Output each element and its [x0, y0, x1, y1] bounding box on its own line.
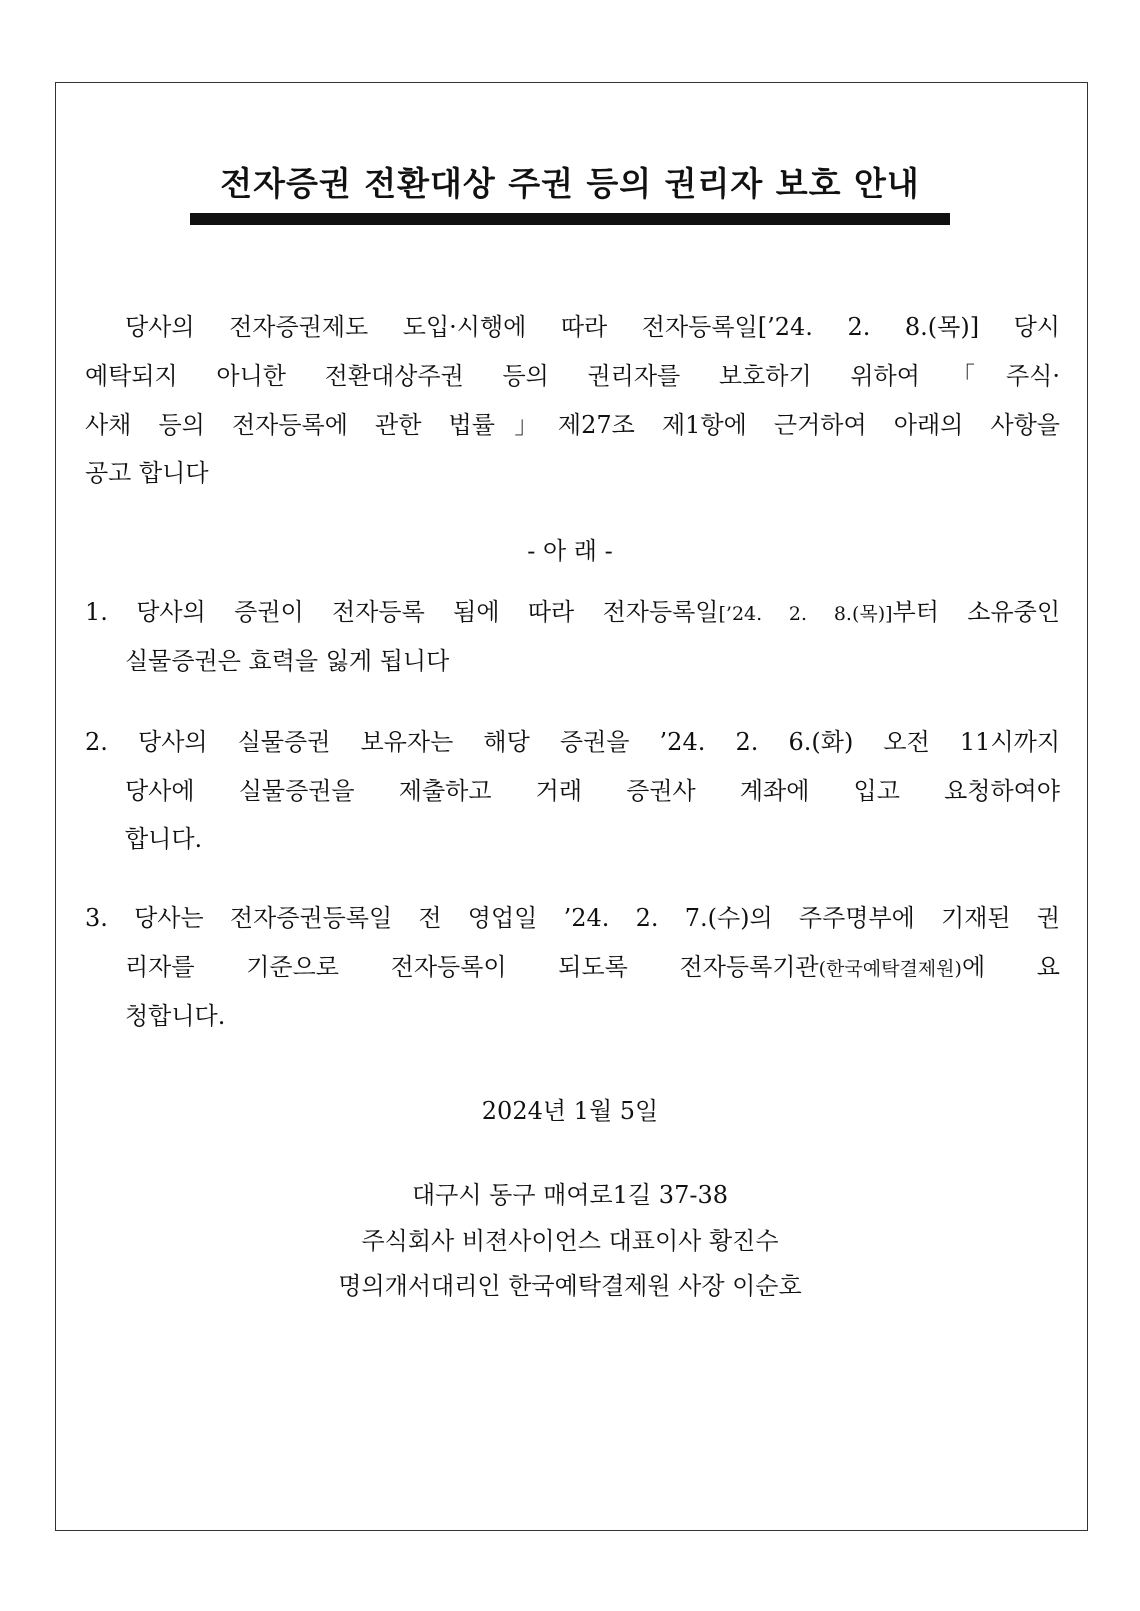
item-2-line-3: 합니다. [125, 825, 203, 853]
item-3-line-1: 3. 당사는 전자증권등록일 전 영업일 ’24. 2. 7.(수)의 주주명부에 기재된 권 [85, 904, 1060, 932]
item-3-line-2-end: 에 요 [961, 953, 1060, 981]
item-1-line-1 [85, 597, 1060, 629]
intro-line-3: 사채 등의 전자등록에 관한 법률」제27조 제1항에 근거하여 아래의 사항을 [85, 411, 1060, 439]
item-2-line-2: 당사에 실물증권을 제출하고 거래 증권사 계좌에 입고 요청하여야 [125, 777, 1060, 805]
item-2-line-1: 2. 당사의 실물증권 보유자는 해당 증권을 ’24. 2. 6.(화) 오전 11시까지 [85, 728, 1060, 756]
item-3-org-small: (한국예탁결제원) [818, 958, 962, 980]
item-1-date-small: [’24. 2. 8.(목)] [718, 603, 893, 625]
section-heading: - 아 래 - [527, 537, 613, 565]
notice-title: 전자증권 전환대상 주권 등의 권리자 보호 안내 [220, 164, 920, 203]
notice-date: 2024년 1월 5일 [481, 1097, 659, 1125]
item-1-line-1-main: 1. 당사의 증권이 전자등록 됨에 따라 전자등록일 [85, 598, 719, 626]
item-1-line-2: 실물증권은 효력을 잃게 됩니다 [125, 647, 450, 675]
company-address: 대구시 동구 매여로1길 37-38 [412, 1181, 728, 1209]
intro-line-4: 공고 합니다 [85, 459, 209, 487]
title-underline [190, 213, 950, 225]
intro-line-1: 당사의 전자증권제도 도입·시행에 따라 전자등록일[’24. 2. 8.(목)] 당시 [125, 313, 1060, 341]
item-1-line-1-end: 부터 소유중인 [892, 598, 1060, 626]
item-3-line-3: 청합니다. [125, 1002, 226, 1030]
item-3-line-2 [125, 952, 1060, 984]
document-border [55, 82, 1088, 1531]
transfer-agent: 명의개서대리인 한국예탁결제원 사장 이순호 [338, 1272, 802, 1300]
intro-line-2: 예탁되지 아니한 전환대상주권 등의 권리자를 보호하기 위하여「주식· [85, 362, 1060, 390]
item-3-line-2-main: 리자를 기준으로 전자등록이 되도록 전자등록기관 [125, 953, 819, 981]
company-representative: 주식회사 비젼사이언스 대표이사 황진수 [361, 1227, 779, 1255]
